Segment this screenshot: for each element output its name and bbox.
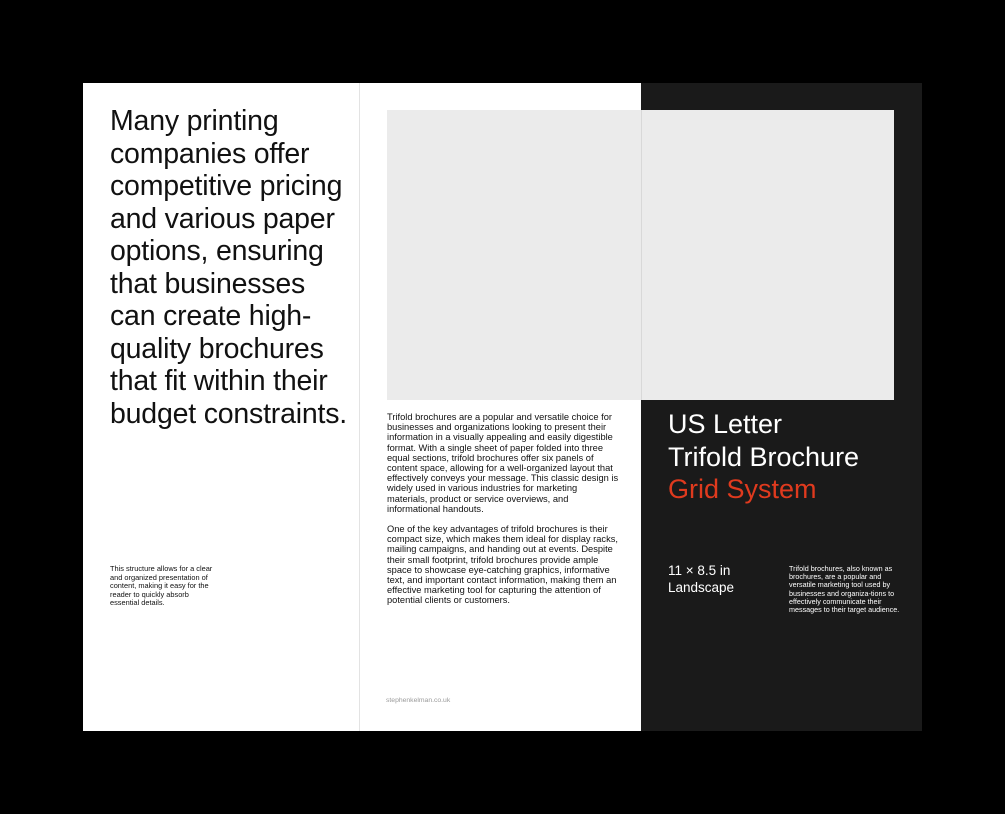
brochure-sheet [83,83,922,731]
side-note: This structure allows for a clear and organized presentation of content, making it easy for the reader to quickly absorb essential details. [110,564,213,607]
body-paragraph: One of the key advantages of trifold brochures is their compact size, which makes them ideal for display racks, mailing campaigns, and handing out at events. Despite their small footprint, trifold brochures provide ample space to showcase eye-catching graphics, informative text, and important contact information, making them an effective marketing tool for capturing the attention of potential clients or customers. [387,524,618,606]
left-panel [83,83,360,731]
body-copy [387,412,619,616]
spec-size: 11 × 8.5 in [668,563,731,578]
spec-orientation: Landscape [668,579,735,595]
title-line: Trifold Brochure [668,441,860,472]
cover-title [668,408,859,506]
cover-description: Trifold brochures, also known as brochures, are a popular and versatile marketing tool used by businesses and organiza-tions to effectively communicate their messages to their target audience. [789,564,900,615]
title-line: US Letter [668,409,783,439]
fold-line [641,110,642,400]
headline: Many printing companies offer competitive pricing and various paper options, ensuring that businesses can create high-quality brochures that fit within their budget constraints. [110,105,348,430]
body-paragraph: Trifold brochures are a popular and versatile choice for businesses and organizations looking to present their information in a visually appealing and easily digestible format. With a single sheet of paper folded into three equal sections, trifold brochures offer six panels of content space, allowing for a well-organized layout that effectively conveys your message. This classic design is widely used in various industries for marketing materials, product or service overviews, and informational handouts. [387,412,619,514]
title-accent: Grid System [668,474,817,504]
format-spec [668,563,734,596]
credit-url: stephenkelman.co.uk [386,697,451,704]
